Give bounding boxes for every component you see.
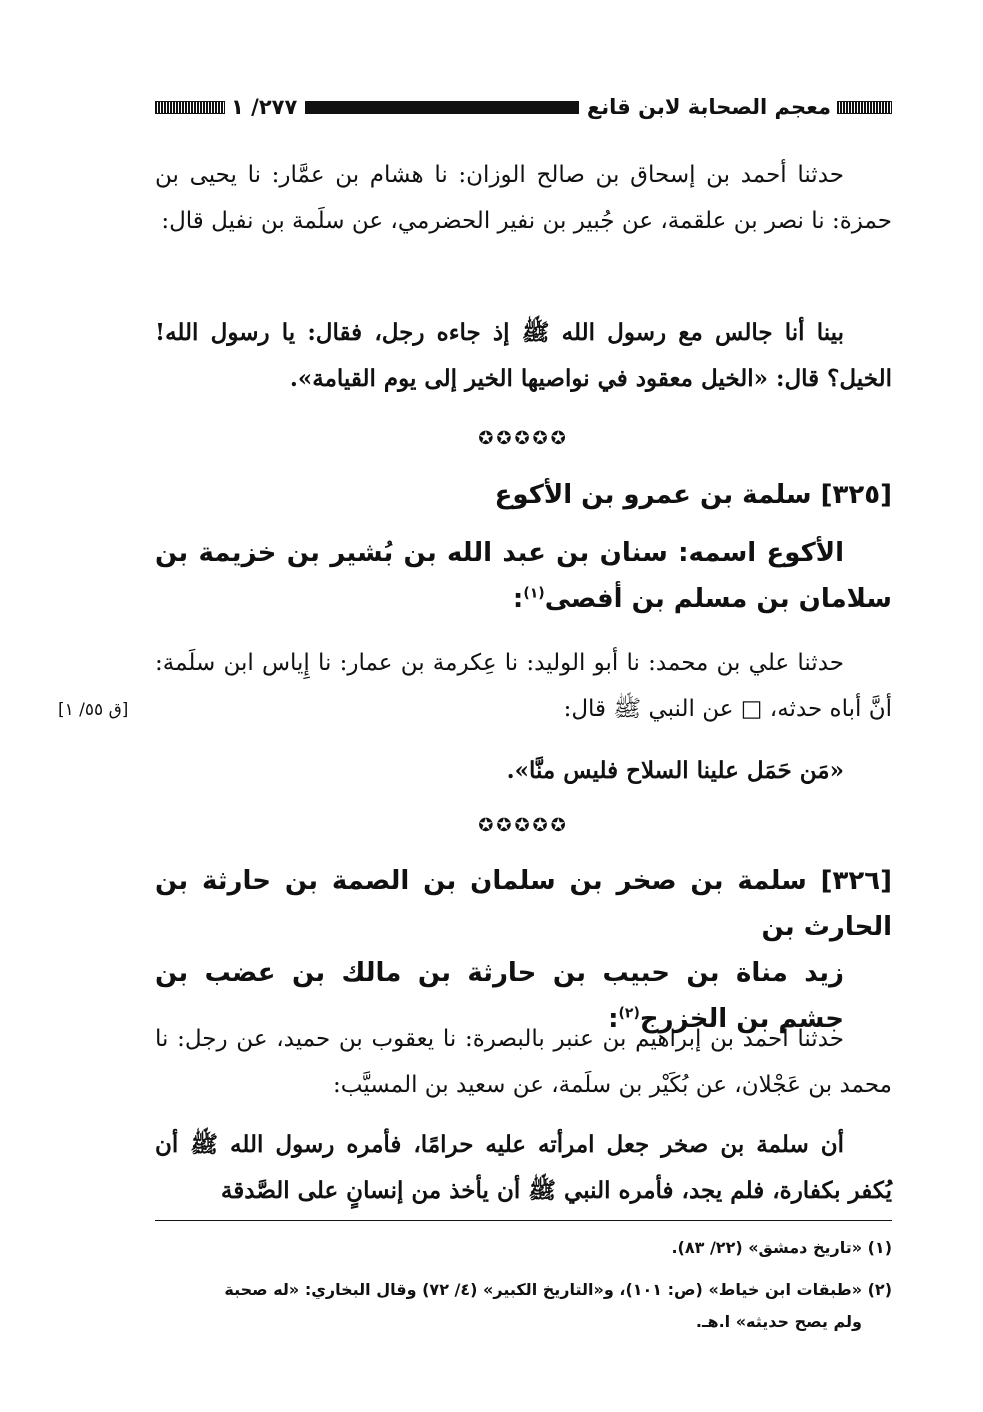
- entry-326-isnad: حدثنا أحمد بن إبراهيم بن عنبر بالبصرة: نا يعقوب بن حميد، عن رجل: نا محمد بن عَجْلان، عن بُكَيْر بن سلَمة، عن سعيد بن المسيَّب:: [155, 1026, 892, 1098]
- footnote-ref-1: (١): [523, 585, 545, 602]
- entry-326-title: [155, 858, 892, 1042]
- entry-325-intro-colon: :: [512, 584, 524, 614]
- entry-326-title-rest: زيد مناة بن حبيب بن حارثة بن مالك بن عضب بن جشم بن الخزرج: [155, 958, 844, 1034]
- header-rule: [305, 101, 579, 114]
- header-title: معجم الصحابة لابن قانع: [586, 95, 831, 119]
- entry-325-intro: [155, 530, 892, 622]
- footnote-1: (١) «تاريخ دمشق» (٢٢/ ٨٣).: [671, 1238, 892, 1257]
- footnote-separator: [155, 1220, 892, 1221]
- matn-paragraph-1: بينا أنا جالس مع رسول الله ﷺ إذ جاءه رجل، فقال: يا رسول الله! الخيل؟ قال: «الخيل معقود في نواصيها الخير إلى يوم القيامة».: [155, 319, 892, 392]
- footnote-2: [155, 1274, 892, 1338]
- section-divider-2: ✪✪✪✪✪: [478, 815, 569, 836]
- entry-326-title-first-line: [٣٢٦] سلمة بن صخر بن سلمان بن الصمة بن حارثة بن الحارث بن: [155, 866, 892, 942]
- entry-326-title-colon: :: [608, 1004, 619, 1034]
- footnote-2-continuation: ولم يصح حديثه» ا.هـ.: [695, 1312, 862, 1331]
- manuscript-folio-note: [ق ٥٥/ ١]: [58, 700, 129, 720]
- entry-325-matn: «مَن حَمَل علينا السلاح فليس منَّا».: [506, 757, 844, 784]
- running-header: [155, 92, 892, 122]
- footnote-2-first-line: (٢) «طبقات ابن خياط» (ص: ١٠١)، و«التاريخ الكبير» (٤/ ٧٢) وقال البخاري: «له صحبة: [224, 1280, 892, 1299]
- entry-325-isnad: حدثنا علي بن محمد: نا أبو الوليد: نا عِكرمة بن عمار: نا إِياس ابن سلَمة: أنَّ أباه حدثه، □ عن النبي ﷺ قال:: [155, 650, 892, 722]
- footnote-ref-2: (٢): [618, 1005, 640, 1022]
- entry-326-matn: أن سلمة بن صخر جعل امرأته عليه حرامًا، فأمره رسول الله ﷺ أن يُكفر بكفارة، فلم يجد، فأمره النبي ﷺ أن يأخذ من إنسانٍ على الصَّدقة: [155, 1131, 892, 1204]
- isnad-paragraph-1: حدثنا أحمد بن إسحاق بن صالح الوزان: نا هشام بن عمَّار: نا يحيى بن حمزة: نا نصر بن علقمة، عن جُبير بن نفير الحضرمي، عن سلَمة بن نفيل قال:: [155, 162, 892, 234]
- header-ornament-left: [155, 101, 225, 114]
- entry-325-intro-text: الأكوع اسمه: سنان بن عبد الله بن بُشير بن خزيمة بن سلامان بن مسلم بن أفصى: [155, 538, 892, 614]
- entry-325-title: [٣٢٥] سلمة بن عمرو بن الأكوع: [494, 480, 892, 510]
- header-page-number: ٢٧٧/ ١: [231, 95, 298, 119]
- section-divider-1: ✪✪✪✪✪: [478, 428, 569, 449]
- header-ornament-right: [837, 101, 892, 114]
